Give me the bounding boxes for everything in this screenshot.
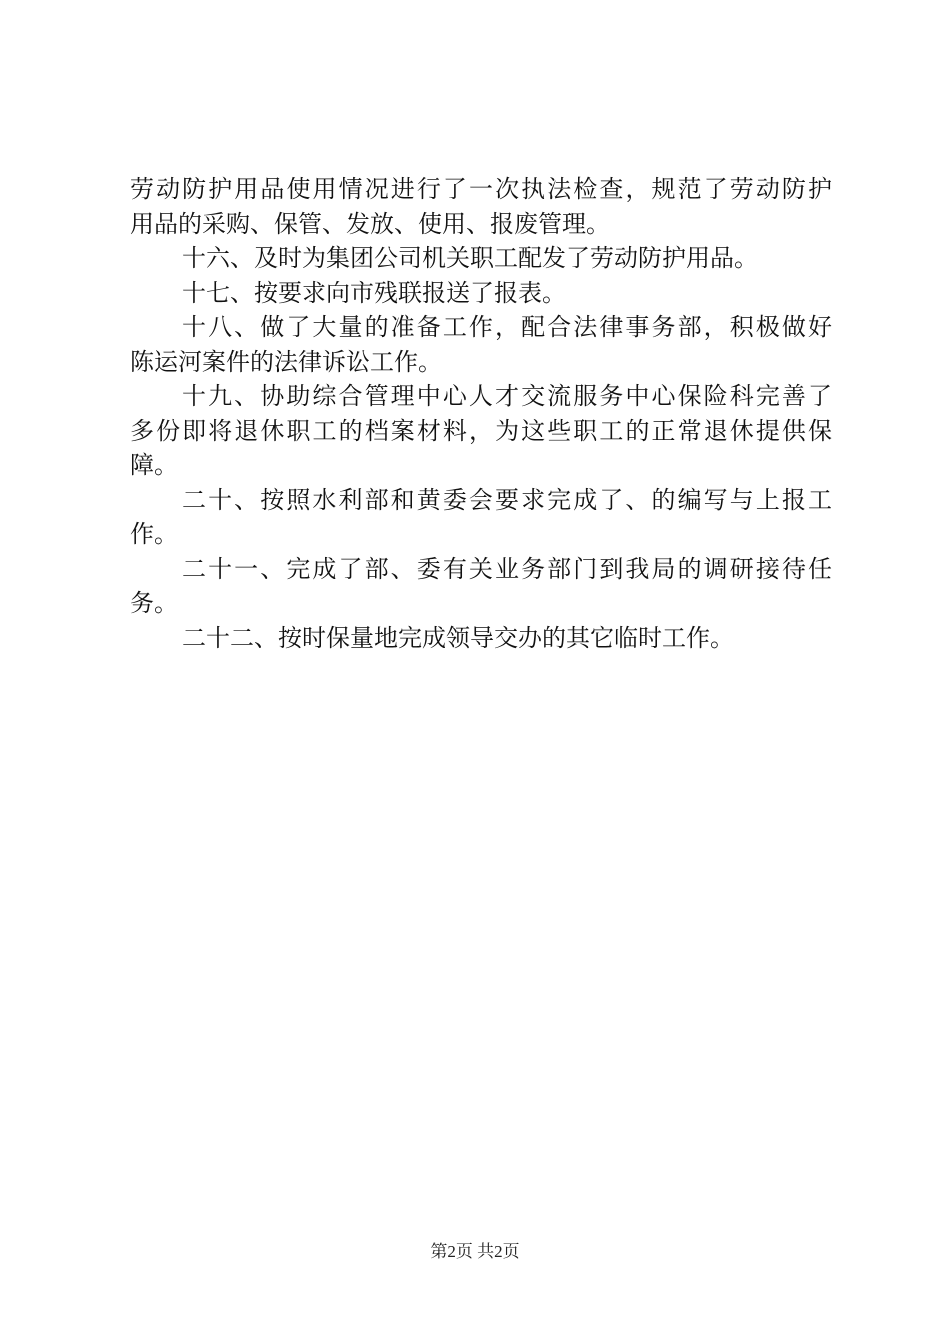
paragraph-21: 二十一、完成了部、委有关业务部门到我局的调研接待任: [182, 554, 832, 583]
text-line: 多份即将退休职工的档案材料，为这些职工的正常退休提供保: [130, 416, 832, 445]
text-line: 障。: [130, 451, 178, 479]
text-line: 作。: [130, 520, 178, 548]
text-line: 陈运河案件的法律诉讼工作。: [130, 347, 442, 376]
paragraph-20: 二十、按照水利部和黄委会要求完成了、的编写与上报工: [182, 485, 832, 514]
page-footer: 第2页 共2页: [430, 1242, 520, 1261]
text-line: 劳动防护用品使用情况进行了一次执法检查，规范了劳动防护: [130, 175, 832, 203]
paragraph-17: 十七、按要求向市残联报送了报表。: [182, 278, 566, 307]
paragraph-22: 二十二、按时保量地完成领导交办的其它临时工作。: [182, 623, 734, 652]
text-line: 用品的采购、保管、发放、使用、报废管理。: [130, 209, 610, 238]
paragraph-16: 十六、及时为集团公司机关职工配发了劳动防护用品。: [182, 244, 758, 272]
paragraph-18: 十八、做了大量的准备工作，配合法律事务部，积极做好: [182, 313, 832, 341]
document-body: [130, 172, 832, 655]
text-line: 务。: [130, 589, 178, 617]
paragraph-19: 十九、协助综合管理中心人才交流服务中心保险科完善了: [182, 382, 832, 410]
